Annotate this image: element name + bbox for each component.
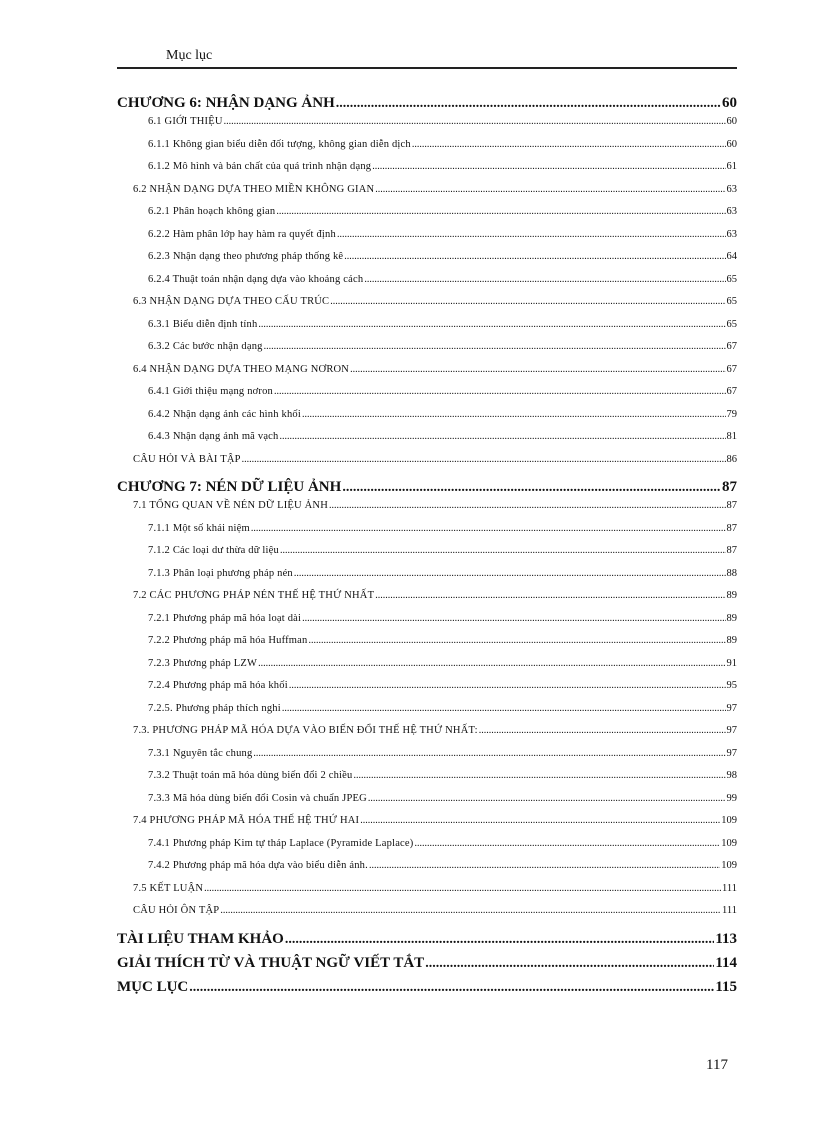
toc-subsection-entry[interactable] [117, 139, 737, 162]
toc-entry-title: 6.2.3 Nhận dạng theo phương pháp thống kê [148, 251, 344, 262]
dot-leader [308, 635, 725, 646]
toc-section-entry[interactable] [117, 454, 737, 477]
dot-leader [242, 454, 726, 465]
toc-entry-title: 6.4 NHẬN DẠNG DỰA THEO MẠNG NƠRON [133, 363, 350, 375]
toc-entry-title: 7.1.2 Các loại dư thừa dữ liệu [148, 545, 279, 556]
toc-entry-title: TÀI LIỆU THAM KHẢO [117, 930, 284, 947]
dot-leader [220, 905, 721, 916]
toc-chapter-entry[interactable] [117, 952, 737, 976]
header-rule [117, 67, 737, 69]
toc-entry-page: 109 [721, 860, 737, 871]
dot-leader [364, 274, 725, 285]
toc-entry-page: 114 [715, 954, 737, 971]
dot-leader [285, 932, 714, 948]
toc-subsection-entry[interactable] [117, 748, 737, 771]
toc-entry-page: 60 [726, 116, 737, 127]
dot-leader [302, 409, 726, 420]
dot-leader [189, 980, 714, 996]
toc-entry-title: 7.2 CÁC PHƯƠNG PHÁP NÉN THẾ HỆ THỨ NHẤT [133, 590, 375, 601]
dot-leader [224, 116, 726, 127]
toc-entry-page: 109 [721, 815, 737, 826]
toc-entry-title: MỤC LỤC [117, 978, 189, 995]
toc-entry-page: 81 [726, 431, 737, 442]
toc-subsection-entry[interactable] [117, 431, 737, 454]
toc-section-entry[interactable] [117, 296, 737, 319]
toc-subsection-entry[interactable] [117, 838, 737, 861]
toc-chapter-entry[interactable] [117, 928, 737, 952]
toc-entry-page: 91 [726, 657, 737, 669]
toc-entry-page: 67 [726, 386, 737, 397]
dot-leader [289, 680, 726, 691]
toc-entry-title: 7.4 PHƯƠNG PHÁP MÃ HÓA THẾ HỆ THỨ HAI [133, 815, 360, 826]
toc-subsection-entry[interactable] [117, 229, 737, 252]
toc-subsection-entry[interactable] [117, 680, 737, 703]
toc-entry-title: 7.2.2 Phương pháp mã hóa Huffman [148, 635, 308, 646]
dot-leader [204, 883, 721, 894]
toc-chapter-entry[interactable] [117, 976, 737, 1000]
toc-entry-page: 64 [726, 251, 737, 262]
toc-section-entry[interactable] [117, 500, 737, 523]
toc-entry-page: 97 [726, 747, 737, 759]
toc-entry-page: 60 [722, 95, 737, 111]
toc-entry-title: 6.4.3 Nhận dạng ảnh mã vạch [148, 431, 279, 442]
toc-entry-page: 87 [726, 500, 737, 511]
dot-leader [414, 838, 720, 849]
toc-chapter-entry[interactable] [117, 92, 737, 116]
toc-section-entry[interactable] [117, 883, 737, 906]
dot-leader [280, 545, 726, 556]
table-of-contents [117, 92, 737, 1000]
toc-entry-page: 97 [726, 702, 737, 714]
dot-leader [329, 500, 726, 511]
toc-subsection-entry[interactable] [117, 568, 737, 591]
dot-leader [412, 139, 726, 150]
toc-entry-title: 7.3.1 Nguyên tắc chung [148, 747, 253, 759]
toc-subsection-entry[interactable] [117, 251, 737, 274]
toc-entry-title: 6.2.2 Hàm phân lớp hay hàm ra quyết định [148, 228, 336, 240]
toc-entry-page: 65 [726, 296, 737, 307]
toc-subsection-entry[interactable] [117, 386, 737, 409]
toc-subsection-entry[interactable] [117, 206, 737, 229]
toc-entry-page: 88 [726, 567, 737, 579]
dot-leader [258, 658, 725, 669]
dot-leader [372, 161, 725, 172]
dot-leader [353, 770, 725, 781]
toc-chapter-entry[interactable] [117, 476, 737, 500]
toc-subsection-entry[interactable] [117, 613, 737, 636]
toc-entry-title: 6.3.1 Biểu diễn định tính [148, 318, 258, 330]
toc-section-entry[interactable] [117, 590, 737, 613]
toc-entry-page: 115 [715, 978, 737, 995]
dot-leader [368, 793, 726, 804]
dot-leader [350, 364, 725, 375]
toc-subsection-entry[interactable] [117, 523, 737, 546]
toc-entry-page: 63 [726, 183, 737, 195]
toc-entry-page: 65 [726, 318, 737, 330]
toc-subsection-entry[interactable] [117, 658, 737, 681]
running-header: Mục lục [166, 48, 213, 63]
dot-leader [375, 184, 725, 195]
dot-leader [274, 386, 726, 397]
dot-leader [369, 860, 720, 871]
dot-leader [360, 815, 720, 826]
toc-section-entry[interactable] [117, 184, 737, 207]
toc-entry-title: 7.2.1 Phương pháp mã hóa loạt dài [148, 612, 302, 624]
toc-entry-title: 6.4.1 Giới thiệu mạng nơron [148, 386, 273, 397]
toc-entry-title: CHƯƠNG 7: NÉN DỮ LIỆU ẢNH [117, 479, 342, 495]
dot-leader [337, 229, 726, 240]
toc-entry-title: CHƯƠNG 6: NHẬN DẠNG ẢNH [117, 95, 335, 111]
toc-entry-page: 111 [722, 882, 737, 894]
toc-entry-title: 6.3.2 Các bước nhận dạng [148, 341, 263, 352]
toc-entry-title: 6.1.2 Mô hình và bản chất của quá trình nhận dạng [148, 161, 372, 172]
toc-entry-title: 7.5 KẾT LUẬN [133, 882, 204, 894]
toc-entry-page: 87 [726, 545, 737, 556]
toc-entry-title: CÂU HỎI ÔN TẬP [133, 905, 220, 916]
dot-leader [294, 568, 726, 579]
toc-entry-page: 113 [715, 930, 737, 947]
toc-entry-page: 87 [726, 522, 737, 534]
toc-entry-title: 7.1.3 Phân loại phương pháp nén [148, 567, 293, 579]
toc-entry-title: 7.4.1 Phương pháp Kim tự tháp Laplace (Pyramide Laplace) [148, 837, 414, 849]
toc-entry-page: 111 [722, 905, 737, 916]
dot-leader [375, 590, 725, 601]
toc-entry-page: 99 [726, 792, 737, 804]
dot-leader [280, 431, 726, 442]
toc-subsection-entry[interactable] [117, 319, 737, 342]
toc-entry-page: 63 [726, 228, 737, 240]
toc-entry-page: 60 [726, 138, 737, 150]
toc-subsection-entry[interactable] [117, 274, 737, 297]
toc-entry-page: 67 [726, 341, 737, 352]
toc-entry-title: 6.2 NHẬN DẠNG DỰA THEO MIỀN KHÔNG GIAN [133, 183, 375, 195]
toc-subsection-entry[interactable] [117, 860, 737, 883]
toc-entry-page: 86 [726, 453, 737, 465]
dot-leader [330, 296, 725, 307]
toc-entry-page: 98 [726, 770, 737, 781]
toc-entry-page: 89 [726, 635, 737, 646]
toc-subsection-entry[interactable] [117, 341, 737, 364]
toc-entry-title: 7.3. PHƯƠNG PHÁP MÃ HÓA DỰA VÀO BIẾN ĐỔI THẾ HỆ THỨ NHẤT: [133, 725, 478, 736]
dot-leader [258, 319, 725, 330]
toc-subsection-entry[interactable] [117, 409, 737, 432]
toc-section-entry[interactable] [117, 364, 737, 387]
toc-entry-title: 7.2.4 Phương pháp mã hóa khối [148, 680, 288, 691]
toc-section-entry[interactable] [117, 725, 737, 748]
toc-entry-title: 6.2.1 Phân hoạch không gian [148, 206, 276, 217]
toc-entry-title: 7.3.3 Mã hóa dùng biến đổi Cosin và chuẩn JPEG [148, 792, 367, 804]
toc-subsection-entry[interactable] [117, 116, 737, 139]
toc-entry-title: 6.2.4 Thuật toán nhận dạng dựa vào khoảng cách [148, 273, 364, 285]
toc-entry-title: GIẢI THÍCH TỪ VÀ THUẬT NGỮ VIẾT TẮT [117, 954, 425, 971]
toc-entry-page: 109 [721, 837, 737, 849]
toc-entry-page: 87 [722, 479, 737, 495]
toc-subsection-entry[interactable] [117, 161, 737, 184]
toc-entry-title: CÂU HỎI VÀ BÀI TẬP [133, 453, 241, 465]
toc-section-entry[interactable] [117, 815, 737, 838]
toc-entry-page: 97 [726, 725, 737, 736]
toc-entry-page: 63 [726, 206, 737, 217]
toc-entry-title: 6.1 GIỚI THIỆU [148, 116, 223, 127]
dot-leader [264, 341, 726, 352]
dot-leader [251, 523, 726, 534]
toc-entry-page: 61 [726, 161, 737, 172]
toc-entry-page: 89 [726, 590, 737, 601]
toc-entry-page: 95 [726, 680, 737, 691]
toc-section-entry[interactable] [117, 905, 737, 928]
toc-entry-title: 7.2.3 Phương pháp LZW [148, 657, 258, 669]
toc-subsection-entry[interactable] [117, 770, 737, 793]
toc-entry-title: 7.3.2 Thuật toán mã hóa dùng biến đổi 2 chiều [148, 770, 353, 781]
toc-entry-page: 89 [726, 612, 737, 624]
toc-entry-page: 79 [726, 408, 737, 420]
page-number: 117 [706, 1057, 728, 1073]
toc-entry-title: 6.3 NHẬN DẠNG DỰA THEO CẤU TRÚC [133, 296, 330, 307]
dot-leader [479, 725, 726, 736]
dot-leader [336, 96, 721, 112]
toc-entry-title: 7.4.2 Phương pháp mã hóa dựa vào biểu diễn ảnh. [148, 860, 368, 871]
toc-entry-page: 65 [726, 273, 737, 285]
toc-subsection-entry[interactable] [117, 545, 737, 568]
dot-leader [276, 206, 725, 217]
toc-entry-title: 7.1 TỔNG QUAN VỀ NÉN DỮ LIỆU ẢNH [133, 500, 328, 511]
toc-entry-title: 6.1.1 Không gian biểu diễn đối tượng, không gian diễn dịch [148, 138, 411, 150]
toc-entry-page: 67 [726, 363, 737, 375]
toc-subsection-entry[interactable] [117, 793, 737, 816]
dot-leader [344, 251, 725, 262]
dot-leader [302, 613, 725, 624]
dot-leader [253, 748, 725, 759]
toc-entry-title: 7.1.1 Một số khái niệm [148, 522, 250, 534]
dot-leader [425, 956, 714, 972]
dot-leader [282, 703, 726, 714]
toc-subsection-entry[interactable] [117, 635, 737, 658]
dot-leader [342, 480, 721, 496]
toc-entry-title: 6.4.2 Nhận dạng ảnh các hình khối [148, 408, 301, 420]
toc-subsection-entry[interactable] [117, 703, 737, 726]
toc-entry-title: 7.2.5. Phương pháp thích nghi [148, 702, 281, 714]
